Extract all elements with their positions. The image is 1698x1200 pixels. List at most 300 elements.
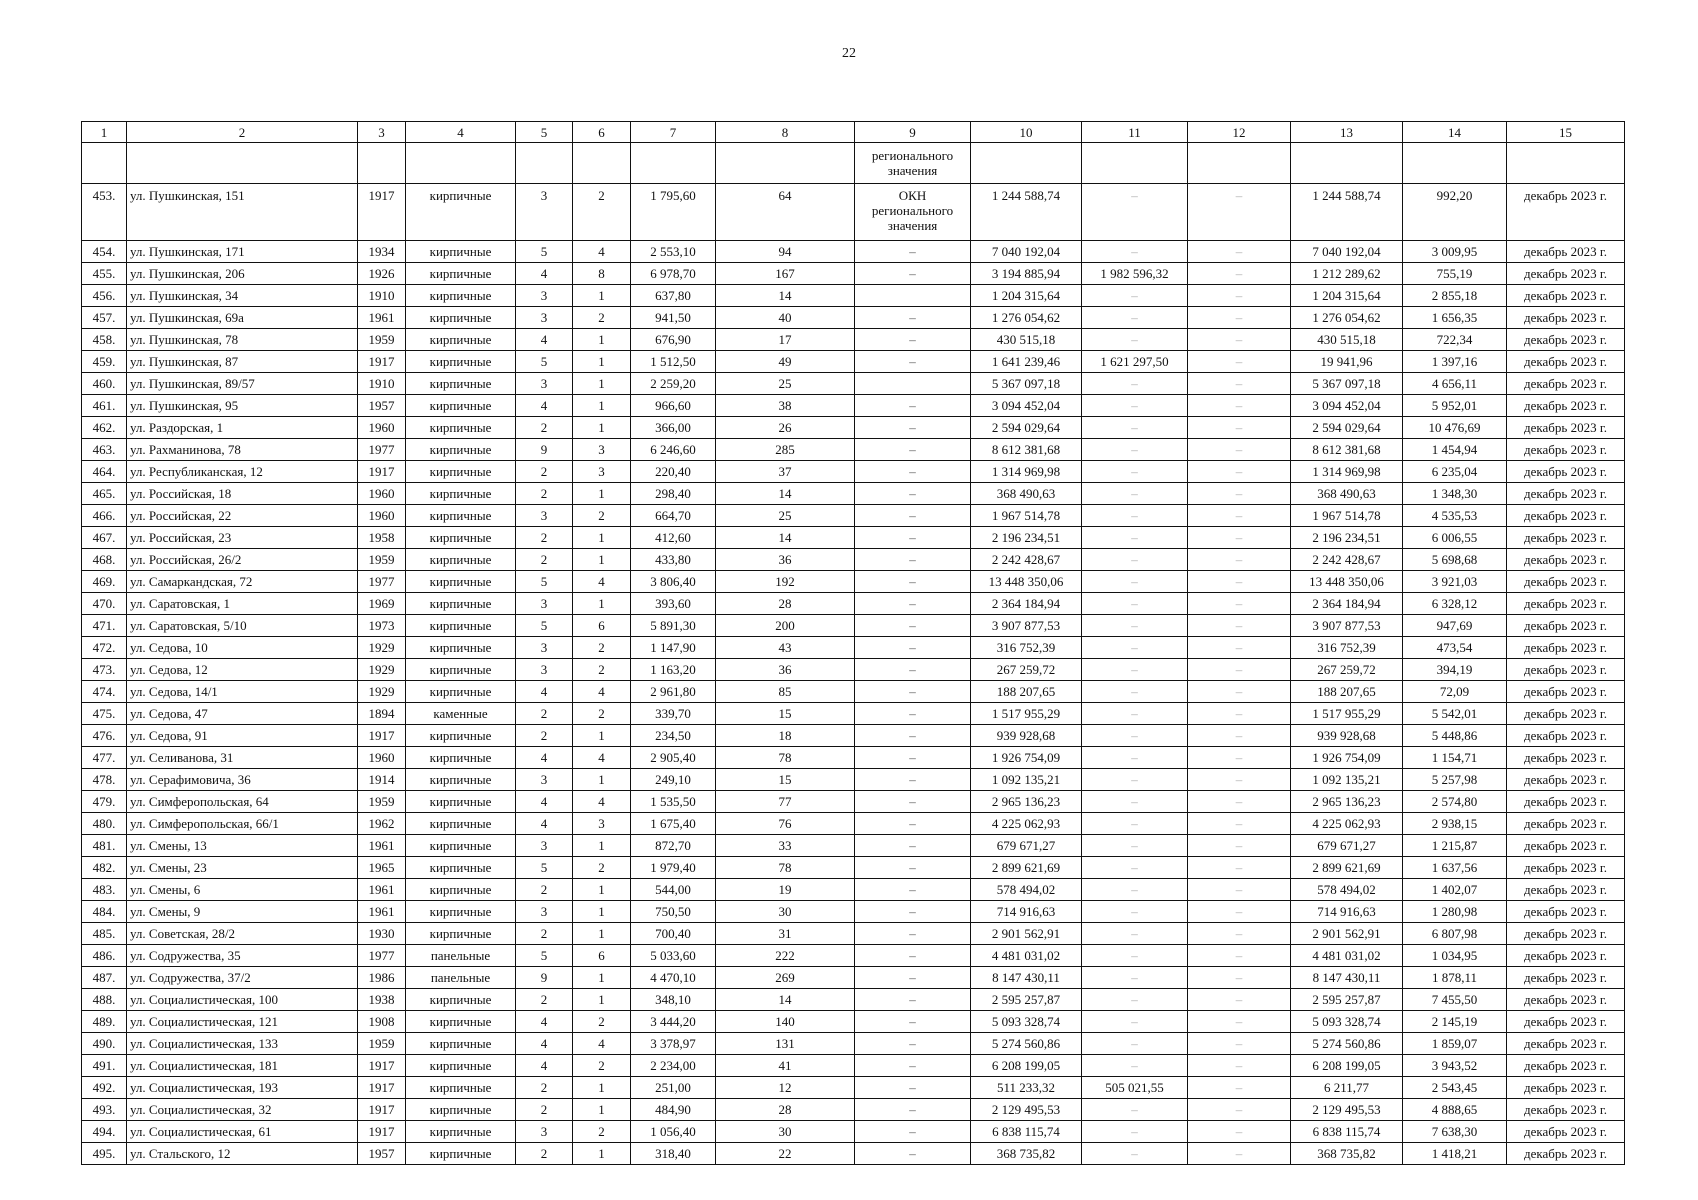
table-cell-col-14: 2 145,19 (1403, 1011, 1507, 1033)
table-cell-col-6: 2 (573, 1121, 631, 1143)
table-cell-col-5: 2 (516, 483, 573, 505)
table-continuation-row (82, 143, 1625, 184)
table-cell-col-5: 9 (516, 439, 573, 461)
table-cell-col-4: кирпичные (406, 725, 516, 747)
table-cell-col-13: 3 907 877,53 (1291, 615, 1403, 637)
table-cell-col-11: – (1082, 945, 1188, 967)
table-cell-col-8: 22 (716, 1143, 855, 1165)
table-cell-col-1: 1 (82, 122, 127, 143)
table-cell-col-2: ул. Самаркандская, 72 (127, 571, 358, 593)
table-cell-col-6: 6 (573, 945, 631, 967)
table-cell-col-12: – (1188, 373, 1291, 395)
table-cell-col-12: – (1188, 307, 1291, 329)
table-cell-col-11 (1082, 143, 1188, 184)
table-row (82, 813, 1625, 835)
table-cell-col-7: 5 891,30 (631, 615, 716, 637)
table-cell-col-5 (516, 143, 573, 184)
table-cell-col-6: 1 (573, 835, 631, 857)
table-cell-col-11: – (1082, 461, 1188, 483)
table-cell-col-5: 4 (516, 329, 573, 351)
table-cell-col-4: кирпичные (406, 351, 516, 373)
table-cell-col-11: – (1082, 395, 1188, 417)
table-row (82, 184, 1625, 241)
table-cell-col-8: 41 (716, 1055, 855, 1077)
table-cell-col-1: 469. (82, 571, 127, 593)
table-cell-col-7: 1 535,50 (631, 791, 716, 813)
table-cell-col-11: – (1082, 923, 1188, 945)
table-cell-col-7: 298,40 (631, 483, 716, 505)
table-cell-col-7: 366,00 (631, 417, 716, 439)
table-cell-col-12: – (1188, 1033, 1291, 1055)
table-cell-col-15: декабрь 2023 г. (1507, 1055, 1625, 1077)
table-row (82, 241, 1625, 263)
table-cell-col-2: ул. Республиканская, 12 (127, 461, 358, 483)
table-cell-col-14: 1 348,30 (1403, 483, 1507, 505)
table-cell-col-6: 1 (573, 1077, 631, 1099)
table-cell-col-1: 465. (82, 483, 127, 505)
table-cell-col-2: ул. Серафимовича, 36 (127, 769, 358, 791)
table-cell-col-1: 464. (82, 461, 127, 483)
table-cell-col-10: 5 367 097,18 (971, 373, 1082, 395)
table-cell-col-2: ул. Пушкинская, 69а (127, 307, 358, 329)
table-row (82, 681, 1625, 703)
table-cell-col-11: 1 982 596,32 (1082, 263, 1188, 285)
table-row (82, 659, 1625, 681)
table-row (82, 637, 1625, 659)
table-cell-col-3: 1965 (358, 857, 406, 879)
table-cell-col-5: 5 (516, 945, 573, 967)
table-cell-col-8: 14 (716, 285, 855, 307)
table-row (82, 329, 1625, 351)
table-cell-col-14: 1 878,11 (1403, 967, 1507, 989)
table-cell-col-2: ул. Пушкинская, 171 (127, 241, 358, 263)
table-cell-col-6: 1 (573, 285, 631, 307)
table-cell-col-2: ул. Содружества, 35 (127, 945, 358, 967)
table-cell-col-7: 234,50 (631, 725, 716, 747)
table-row (82, 967, 1625, 989)
table-cell-col-5: 4 (516, 1055, 573, 1077)
table-cell-col-5: 3 (516, 901, 573, 923)
table-row (82, 1011, 1625, 1033)
table-cell-col-9: – (855, 659, 971, 681)
table-cell-col-6: 1 (573, 989, 631, 1011)
table-cell-col-10: 2 899 621,69 (971, 857, 1082, 879)
table-cell-col-15: декабрь 2023 г. (1507, 769, 1625, 791)
table-cell-col-10: 368 735,82 (971, 1143, 1082, 1165)
data-table (81, 121, 1625, 1165)
table-row (82, 1033, 1625, 1055)
table-cell-col-12: – (1188, 527, 1291, 549)
table-cell-col-6: 1 (573, 373, 631, 395)
table-cell-col-14: 473,54 (1403, 637, 1507, 659)
table-cell-col-1: 470. (82, 593, 127, 615)
table-cell-col-5: 2 (516, 461, 573, 483)
table-row (82, 527, 1625, 549)
table-cell-col-15: декабрь 2023 г. (1507, 945, 1625, 967)
table-cell-col-12: – (1188, 1143, 1291, 1165)
table-cell-col-7: 6 246,60 (631, 439, 716, 461)
table-cell-col-14: 5 257,98 (1403, 769, 1507, 791)
table-cell-col-13: 5 367 097,18 (1291, 373, 1403, 395)
table-cell-col-14: 7 638,30 (1403, 1121, 1507, 1143)
table-cell-col-14: 1 859,07 (1403, 1033, 1507, 1055)
table-cell-col-3: 1959 (358, 1033, 406, 1055)
table-cell-col-15: декабрь 2023 г. (1507, 307, 1625, 329)
table-cell-col-7: 2 553,10 (631, 241, 716, 263)
table-cell-col-7 (631, 143, 716, 184)
table-cell-col-3: 1959 (358, 329, 406, 351)
table-cell-col-7: 412,60 (631, 527, 716, 549)
table-cell-col-9: – (855, 1121, 971, 1143)
table-cell-col-6: 1 (573, 593, 631, 615)
table-cell-col-3: 1929 (358, 659, 406, 681)
table-cell-col-15: декабрь 2023 г. (1507, 505, 1625, 527)
table-cell-col-6: 1 (573, 879, 631, 901)
table-cell-col-13 (1291, 143, 1403, 184)
table-cell-col-8: 222 (716, 945, 855, 967)
table-cell-col-7: 664,70 (631, 505, 716, 527)
table-cell-col-12: – (1188, 483, 1291, 505)
table-cell-col-14: 1 656,35 (1403, 307, 1507, 329)
table-cell-col-3: 1917 (358, 725, 406, 747)
table-cell-col-7: 2 259,20 (631, 373, 716, 395)
table-cell-col-5: 3 (516, 285, 573, 307)
table-cell-col-11: – (1082, 835, 1188, 857)
table-cell-col-12: – (1188, 1121, 1291, 1143)
table-cell-col-5: 2 (516, 703, 573, 725)
table-cell-col-14: 6 807,98 (1403, 923, 1507, 945)
table-cell-col-15: декабрь 2023 г. (1507, 967, 1625, 989)
table-cell-col-12: – (1188, 417, 1291, 439)
table-cell-col-14: 4 535,53 (1403, 505, 1507, 527)
table-cell-col-4: кирпичные (406, 659, 516, 681)
table-cell-col-4: кирпичные (406, 923, 516, 945)
table-cell-col-6: 2 (573, 1055, 631, 1077)
table-cell-col-5: 5 (516, 857, 573, 879)
table-cell-col-9: – (855, 747, 971, 769)
table-cell-col-8: 40 (716, 307, 855, 329)
table-cell-col-10: 3 094 452,04 (971, 395, 1082, 417)
table-cell-col-6: 6 (573, 122, 631, 143)
table-cell-col-4: кирпичные (406, 593, 516, 615)
table-cell-col-10: 1 314 969,98 (971, 461, 1082, 483)
table-cell-col-13: 4 225 062,93 (1291, 813, 1403, 835)
table-cell-col-13: 5 093 328,74 (1291, 1011, 1403, 1033)
table-cell-col-12: – (1188, 769, 1291, 791)
table-cell-col-7: 3 444,20 (631, 1011, 716, 1033)
table-cell-col-9: регионального значения (855, 143, 971, 184)
table-cell-col-14: 14 (1403, 122, 1507, 143)
table-cell-col-9: – (855, 813, 971, 835)
table-cell-col-12: – (1188, 329, 1291, 351)
table-cell-col-5: 4 (516, 1011, 573, 1033)
table-cell-col-4: кирпичные (406, 329, 516, 351)
table-cell-col-7: 1 163,20 (631, 659, 716, 681)
table-cell-col-6: 4 (573, 571, 631, 593)
table-cell-col-11: – (1082, 505, 1188, 527)
table-cell-col-8: 64 (716, 184, 855, 241)
table-cell-col-10: 2 364 184,94 (971, 593, 1082, 615)
table-cell-col-8: 25 (716, 505, 855, 527)
table-cell-col-14: 5 952,01 (1403, 395, 1507, 417)
table-cell-col-3: 1977 (358, 439, 406, 461)
table-cell-col-12 (1188, 143, 1291, 184)
table-cell-col-14: 2 574,80 (1403, 791, 1507, 813)
table-cell-col-7: 1 056,40 (631, 1121, 716, 1143)
table-cell-col-8: 43 (716, 637, 855, 659)
table-cell-col-2: ул. Социалистическая, 133 (127, 1033, 358, 1055)
table-cell-col-1: 490. (82, 1033, 127, 1055)
table-cell-col-6: 1 (573, 901, 631, 923)
table-cell-col-14: 4 888,65 (1403, 1099, 1507, 1121)
table-header-row (82, 122, 1625, 143)
table-cell-col-13: 316 752,39 (1291, 637, 1403, 659)
table-cell-col-7: 1 147,90 (631, 637, 716, 659)
table-cell-col-4: кирпичные (406, 681, 516, 703)
table-cell-col-9: – (855, 1143, 971, 1165)
table-cell-col-4: кирпичные (406, 1077, 516, 1099)
table-cell-col-1: 484. (82, 901, 127, 923)
table-cell-col-3: 1961 (358, 307, 406, 329)
table-cell-col-12: – (1188, 901, 1291, 923)
table-cell-col-3: 1986 (358, 967, 406, 989)
table-cell-col-5: 3 (516, 505, 573, 527)
table-cell-col-9: – (855, 505, 971, 527)
table-cell-col-10: 1 244 588,74 (971, 184, 1082, 241)
table-cell-col-11: – (1082, 417, 1188, 439)
table-row (82, 747, 1625, 769)
table-cell-col-1: 460. (82, 373, 127, 395)
table-cell-col-12: – (1188, 285, 1291, 307)
table-cell-col-15: декабрь 2023 г. (1507, 549, 1625, 571)
table-cell-col-12: – (1188, 813, 1291, 835)
table-cell-col-3: 1917 (358, 351, 406, 373)
table-cell-col-14: 1 418,21 (1403, 1143, 1507, 1165)
table-cell-col-15: декабрь 2023 г. (1507, 659, 1625, 681)
table-cell-col-10: 1 926 754,09 (971, 747, 1082, 769)
table-cell-col-2: ул. Пушкинская, 151 (127, 184, 358, 241)
table-cell-col-4: кирпичные (406, 747, 516, 769)
table-cell-col-12: – (1188, 1055, 1291, 1077)
table-cell-col-14: 3 943,52 (1403, 1055, 1507, 1077)
table-cell-col-1: 476. (82, 725, 127, 747)
table-row (82, 1143, 1625, 1165)
table-cell-col-8: 15 (716, 769, 855, 791)
table-cell-col-12: – (1188, 879, 1291, 901)
table-cell-col-1: 481. (82, 835, 127, 857)
table-cell-col-11: 1 621 297,50 (1082, 351, 1188, 373)
table-cell-col-14: 947,69 (1403, 615, 1507, 637)
table-cell-col-15: декабрь 2023 г. (1507, 373, 1625, 395)
table-cell-col-14: 1 154,71 (1403, 747, 1507, 769)
table-cell-col-13: 1 212 289,62 (1291, 263, 1403, 285)
table-cell-col-4 (406, 143, 516, 184)
table-cell-col-6: 2 (573, 857, 631, 879)
table-cell-col-1: 488. (82, 989, 127, 1011)
table-cell-col-15: декабрь 2023 г. (1507, 329, 1625, 351)
table-row (82, 901, 1625, 923)
table-cell-col-7: 251,00 (631, 1077, 716, 1099)
table-cell-col-13: 368 490,63 (1291, 483, 1403, 505)
table-cell-col-2: ул. Социалистическая, 193 (127, 1077, 358, 1099)
table-cell-col-2: ул. Седова, 12 (127, 659, 358, 681)
table-cell-col-10: 3 907 877,53 (971, 615, 1082, 637)
table-cell-col-4: кирпичные (406, 879, 516, 901)
table-cell-col-13: 19 941,96 (1291, 351, 1403, 373)
table-cell-col-6: 1 (573, 329, 631, 351)
table-cell-col-1: 478. (82, 769, 127, 791)
table-cell-col-8: 192 (716, 571, 855, 593)
table-cell-col-8: 36 (716, 659, 855, 681)
table-cell-col-5: 5 (516, 122, 573, 143)
table-cell-col-9: – (855, 1055, 971, 1077)
table-cell-col-9: ОКН регионального значения (855, 184, 971, 241)
table-cell-col-8: 31 (716, 923, 855, 945)
table-cell-col-8: 200 (716, 615, 855, 637)
table-cell-col-7: 676,90 (631, 329, 716, 351)
table-cell-col-7: 5 033,60 (631, 945, 716, 967)
table-cell-col-14: 3 009,95 (1403, 241, 1507, 263)
table-cell-col-6: 2 (573, 703, 631, 725)
table-cell-col-9 (855, 373, 971, 395)
table-cell-col-14: 5 698,68 (1403, 549, 1507, 571)
table-cell-col-14: 1 215,87 (1403, 835, 1507, 857)
table-cell-col-10: 2 965 136,23 (971, 791, 1082, 813)
table-row (82, 769, 1625, 791)
table-cell-col-14: 394,19 (1403, 659, 1507, 681)
table-cell-col-15: декабрь 2023 г. (1507, 439, 1625, 461)
table-cell-col-9: – (855, 461, 971, 483)
table-cell-col-8: 131 (716, 1033, 855, 1055)
table-cell-col-4: кирпичные (406, 285, 516, 307)
table-cell-col-4: кирпичные (406, 637, 516, 659)
table-cell-col-13: 2 899 621,69 (1291, 857, 1403, 879)
table-cell-col-10: 2 594 029,64 (971, 417, 1082, 439)
table-cell-col-13: 2 594 029,64 (1291, 417, 1403, 439)
table-cell-col-5: 3 (516, 637, 573, 659)
table-cell-col-12: 12 (1188, 122, 1291, 143)
table-cell-col-12: – (1188, 395, 1291, 417)
table-cell-col-3: 1917 (358, 1099, 406, 1121)
table-cell-col-2: 2 (127, 122, 358, 143)
table-cell-col-5: 3 (516, 307, 573, 329)
table-cell-col-14: 6 328,12 (1403, 593, 1507, 615)
table-cell-col-13: 267 259,72 (1291, 659, 1403, 681)
table-cell-col-4: кирпичные (406, 835, 516, 857)
table-cell-col-4: кирпичные (406, 901, 516, 923)
table-cell-col-3: 1977 (358, 571, 406, 593)
table-cell-col-12: – (1188, 1099, 1291, 1121)
table-cell-col-1: 473. (82, 659, 127, 681)
table-cell-col-5: 2 (516, 1143, 573, 1165)
table-cell-col-5: 3 (516, 659, 573, 681)
table-row (82, 351, 1625, 373)
table-cell-col-8: 36 (716, 549, 855, 571)
table-cell-col-2: ул. Социалистическая, 32 (127, 1099, 358, 1121)
table-cell-col-11: – (1082, 725, 1188, 747)
table-cell-col-1: 483. (82, 879, 127, 901)
table-cell-col-3: 1961 (358, 879, 406, 901)
table-cell-col-6: 1 (573, 1099, 631, 1121)
table-cell-col-8: 26 (716, 417, 855, 439)
table-cell-col-15: декабрь 2023 г. (1507, 263, 1625, 285)
table-row (82, 703, 1625, 725)
table-cell-col-15: декабрь 2023 г. (1507, 835, 1625, 857)
table-cell-col-10: 511 233,32 (971, 1077, 1082, 1099)
table-cell-col-10: 2 901 562,91 (971, 923, 1082, 945)
table-cell-col-7: 966,60 (631, 395, 716, 417)
table-cell-col-15: декабрь 2023 г. (1507, 571, 1625, 593)
table-cell-col-3: 1938 (358, 989, 406, 1011)
table-cell-col-13: 1 276 054,62 (1291, 307, 1403, 329)
table-row (82, 395, 1625, 417)
table-cell-col-4: кирпичные (406, 241, 516, 263)
table-cell-col-15: декабрь 2023 г. (1507, 1121, 1625, 1143)
table-cell-col-6: 1 (573, 769, 631, 791)
table-cell-col-14: 1 280,98 (1403, 901, 1507, 923)
table-cell-col-2: ул. Социалистическая, 121 (127, 1011, 358, 1033)
table-cell-col-15: декабрь 2023 г. (1507, 483, 1625, 505)
table-cell-col-3: 1973 (358, 615, 406, 637)
table-cell-col-3: 1910 (358, 373, 406, 395)
table-cell-col-4: кирпичные (406, 1121, 516, 1143)
table-cell-col-8: 14 (716, 989, 855, 1011)
table-cell-col-6: 4 (573, 681, 631, 703)
table-cell-col-4: каменные (406, 703, 516, 725)
table-cell-col-3: 1934 (358, 241, 406, 263)
table-cell-col-11: – (1082, 549, 1188, 571)
table-cell-col-9: – (855, 439, 971, 461)
table-cell-col-4: 4 (406, 122, 516, 143)
table-cell-col-3: 1917 (358, 461, 406, 483)
table-cell-col-10: 8 147 430,11 (971, 967, 1082, 989)
table-cell-col-8: 269 (716, 967, 855, 989)
table-cell-col-5: 4 (516, 791, 573, 813)
table-cell-col-8: 37 (716, 461, 855, 483)
table-cell-col-11: – (1082, 1033, 1188, 1055)
table-cell-col-13: 368 735,82 (1291, 1143, 1403, 1165)
table-cell-col-5: 4 (516, 747, 573, 769)
table-cell-col-1: 480. (82, 813, 127, 835)
table-cell-col-8: 30 (716, 901, 855, 923)
table-cell-col-1: 454. (82, 241, 127, 263)
table-cell-col-15: декабрь 2023 г. (1507, 615, 1625, 637)
table-cell-col-10: 267 259,72 (971, 659, 1082, 681)
table-cell-col-15: декабрь 2023 г. (1507, 637, 1625, 659)
table-cell-col-10: 13 448 350,06 (971, 571, 1082, 593)
table-cell-col-4: кирпичные (406, 483, 516, 505)
table-cell-col-11: – (1082, 681, 1188, 703)
table-cell-col-2: ул. Седова, 14/1 (127, 681, 358, 703)
table-cell-col-13: 2 965 136,23 (1291, 791, 1403, 813)
table-cell-col-11: – (1082, 1099, 1188, 1121)
table-cell-col-13: 1 314 969,98 (1291, 461, 1403, 483)
table-cell-col-6: 3 (573, 439, 631, 461)
table-cell-col-6: 2 (573, 659, 631, 681)
table-cell-col-14: 5 448,86 (1403, 725, 1507, 747)
table-cell-col-1: 466. (82, 505, 127, 527)
table-cell-col-1: 472. (82, 637, 127, 659)
table-cell-col-13: 8 147 430,11 (1291, 967, 1403, 989)
table-cell-col-9: – (855, 483, 971, 505)
table-cell-col-10: 3 194 885,94 (971, 263, 1082, 285)
table-cell-col-12: – (1188, 637, 1291, 659)
table-cell-col-14: 5 542,01 (1403, 703, 1507, 725)
table-cell-col-3: 1960 (358, 747, 406, 769)
table-cell-col-8: 14 (716, 483, 855, 505)
table-cell-col-9: – (855, 593, 971, 615)
table-cell-col-3: 1917 (358, 184, 406, 241)
